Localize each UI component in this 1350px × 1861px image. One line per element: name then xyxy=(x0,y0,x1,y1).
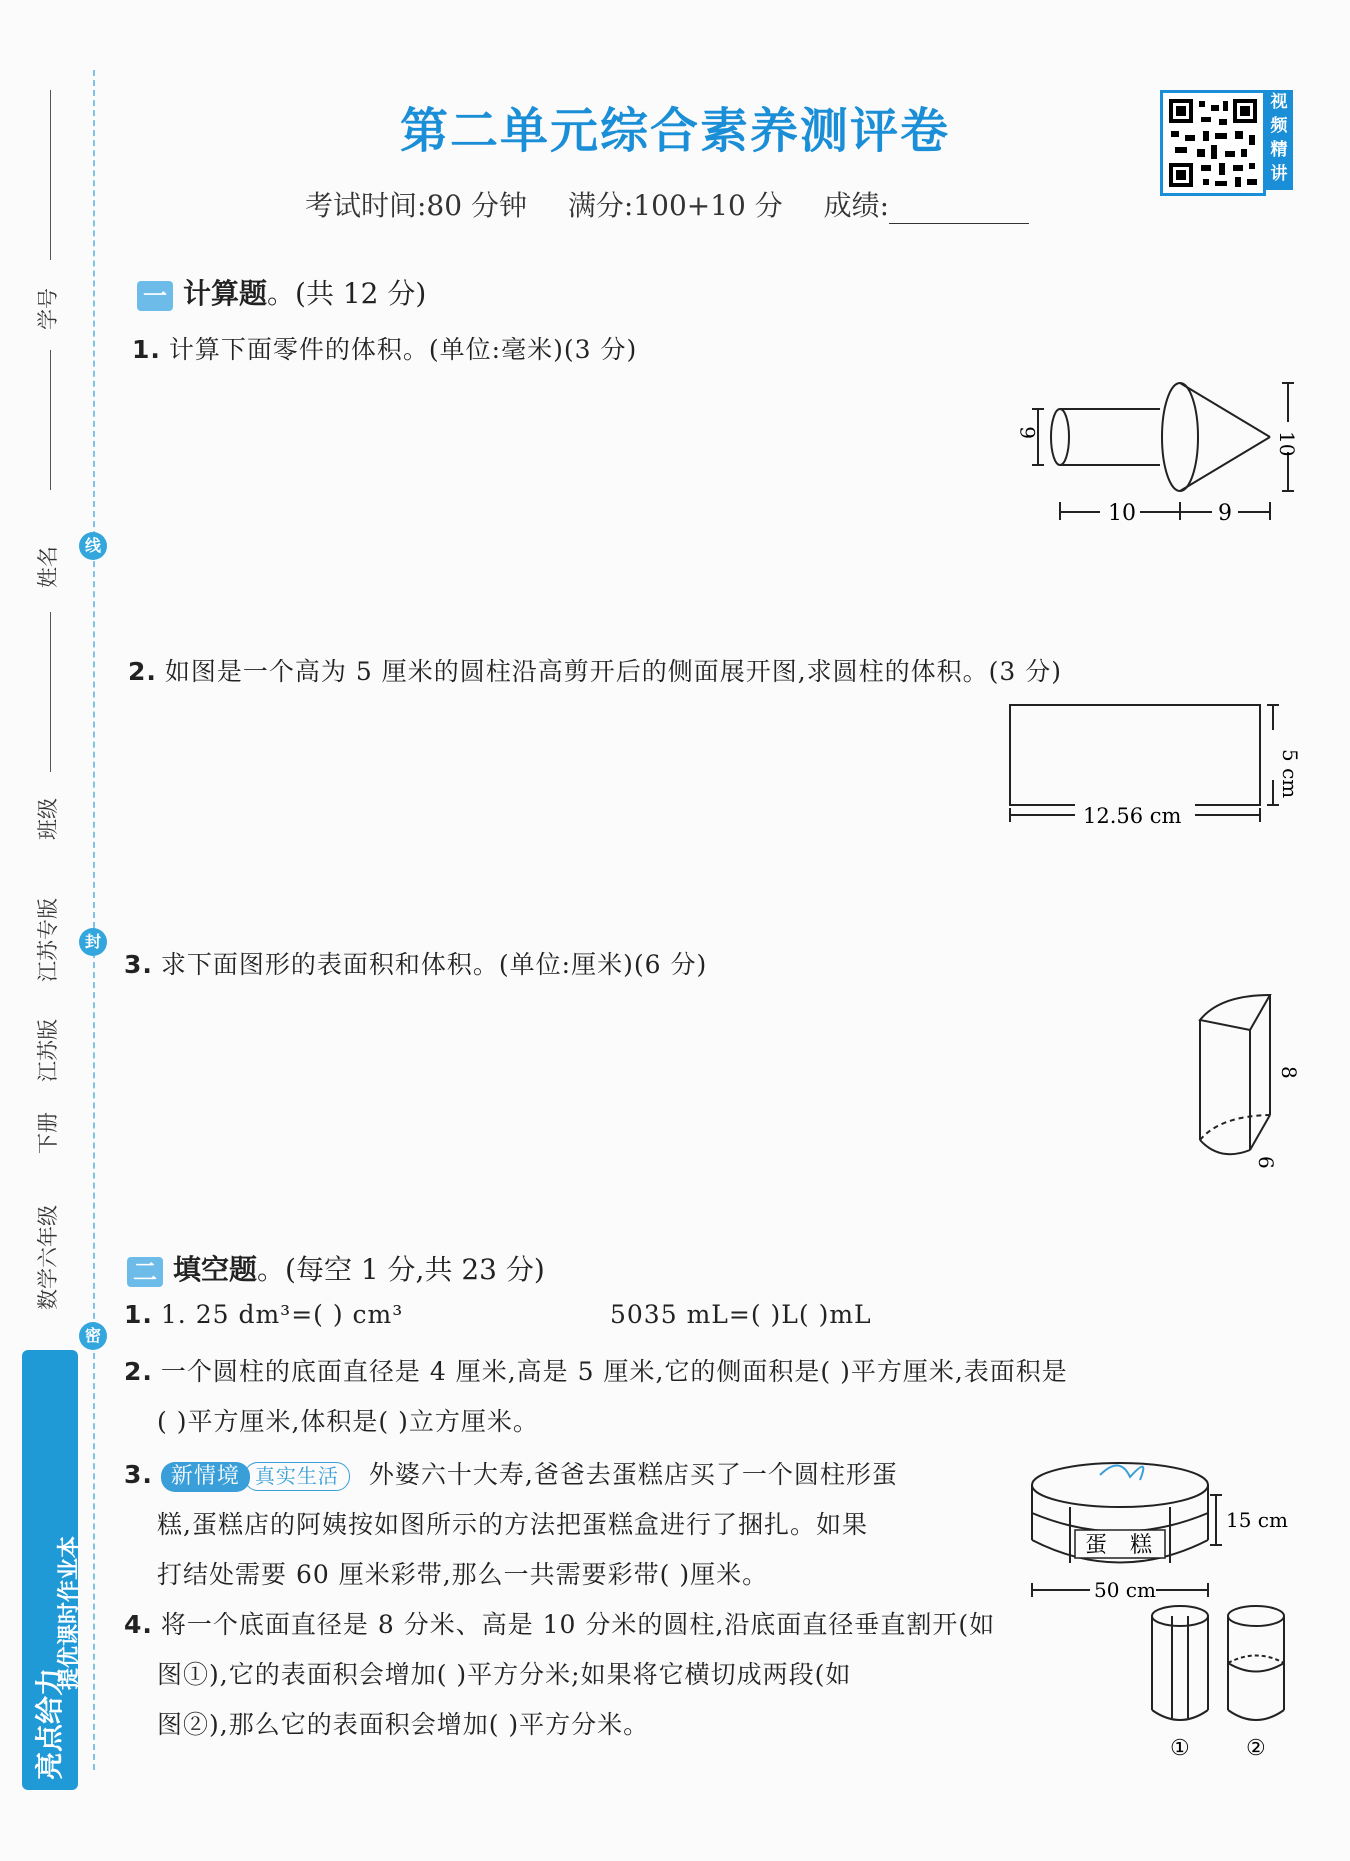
section-1-badge: 一 xyxy=(137,281,173,311)
brand-banner xyxy=(22,1350,82,1790)
fill-question-3 xyxy=(124,1455,898,1492)
fill-question-2 xyxy=(124,1352,1068,1388)
calc-question-3 xyxy=(124,945,707,981)
exam-meta xyxy=(305,184,1061,224)
calc-question-1 xyxy=(132,330,637,366)
full-score: 满分:100+10 分 xyxy=(567,189,783,222)
seal-secret-mark: 密 xyxy=(79,1322,107,1350)
section-1-note: 。(共 12 分) xyxy=(267,277,427,310)
name-line xyxy=(50,350,51,490)
q-part-a: 1. 25 dm³=( ) cm³ xyxy=(160,1300,404,1329)
score-label: 成绩: xyxy=(823,189,890,222)
calc-question-2 xyxy=(128,652,1062,688)
real-life-tag: 真实生活 xyxy=(244,1462,350,1491)
cylinder-cone-figure xyxy=(1016,370,1310,530)
q-text: 求下面图形的表面积和体积。(单位:厘米)(6 分) xyxy=(160,950,708,979)
q-number: 2. xyxy=(128,657,157,686)
fill-question-4 xyxy=(124,1605,995,1641)
fig1-cone-diameter-label: 10 xyxy=(1275,431,1299,457)
q-text-line1: 外婆六十大寿,爸爸去蛋糕店买了一个圆柱形蛋 xyxy=(368,1460,898,1489)
cake-label-char-1: 蛋 xyxy=(1085,1533,1108,1558)
name-label: 姓名 xyxy=(36,546,60,588)
cut-line xyxy=(93,70,95,1770)
class-line xyxy=(50,612,51,772)
edition-label-2: 江苏版 xyxy=(36,1019,60,1082)
cut-cylinders-figure xyxy=(1148,1600,1298,1760)
fill-question-3-line2: 糕,蛋糕店的阿姨按如图所示的方法把蛋糕盒进行了捆扎。如果 xyxy=(157,1510,868,1539)
cake-diameter-label: 50 cm xyxy=(1094,1578,1156,1602)
fill-question-4-line2: 图①),它的表面积会增加( )平方分米;如果将它横切成两段(如 xyxy=(157,1660,852,1689)
binding-margin xyxy=(0,0,110,1861)
fill-question-1 xyxy=(124,1300,403,1329)
grade-label: 数学六年级 xyxy=(36,1205,60,1310)
cake-box-figure xyxy=(1030,1455,1320,1602)
fig2-height-label: 5 cm xyxy=(1278,749,1302,799)
q-number: 1. xyxy=(124,1300,153,1329)
fig3-radius-label: 6 xyxy=(1254,1156,1278,1169)
cake-height-label: 15 cm xyxy=(1226,1508,1288,1532)
fill-question-1-part-b: 5035 mL=( )L( )mL xyxy=(610,1300,872,1329)
figure-1-label: ① xyxy=(1170,1736,1190,1761)
volume-label: 下册 xyxy=(36,1112,60,1154)
fig3-height-label: 8 xyxy=(1277,1066,1301,1079)
q-number: 4. xyxy=(124,1610,153,1639)
q-number: 3. xyxy=(124,950,153,979)
q-text-line1: 一个圆柱的底面直径是 4 厘米,高是 5 厘米,它的侧面积是( )平方厘米,表面积是 xyxy=(160,1357,1068,1386)
brand-main: 亮点给力 xyxy=(33,1667,66,1780)
q-text: 如图是一个高为 5 厘米的圆柱沿高剪开后的侧面展开图,求圆柱的体积。(3 分) xyxy=(164,657,1063,686)
unfolded-side-figure xyxy=(1005,700,1305,830)
fill-question-2-line2: ( )平方厘米,体积是( )立方厘米。 xyxy=(157,1407,539,1436)
qr-code-icon[interactable] xyxy=(1160,90,1266,196)
new-context-tag: 新情境 xyxy=(161,1462,250,1492)
fig1-cone-length-label: 9 xyxy=(1218,501,1232,526)
q-text: 计算下面零件的体积。(单位:毫米)(3 分) xyxy=(168,335,638,364)
seal-line-mark: 线 xyxy=(79,532,107,560)
fig1-diameter-label: 6 xyxy=(1016,426,1040,439)
exam-time: 考试时间:80 分钟 xyxy=(305,189,527,222)
fill-question-3-line3: 打结处需要 60 厘米彩带,那么一共需要彩带( )厘米。 xyxy=(157,1560,769,1589)
section-2-title: 填空题 xyxy=(173,1253,258,1286)
class-label: 班级 xyxy=(36,798,60,840)
edition-label-1: 江苏专版 xyxy=(36,898,60,982)
cake-label-char-2: 糕 xyxy=(1130,1533,1153,1558)
figure-2-label: ② xyxy=(1246,1736,1266,1761)
page-title: 第二单元综合素养测评卷 xyxy=(399,103,950,159)
q-number: 3. xyxy=(124,1460,153,1489)
section-1-heading xyxy=(137,272,426,312)
brand-sub: 提优课时作业本 xyxy=(57,1535,82,1690)
fig1-cylinder-length-label: 10 xyxy=(1108,501,1136,526)
fill-question-4-line3: 图②),那么它的表面积会增加( )平方分米。 xyxy=(157,1710,650,1739)
student-id-label: 学号 xyxy=(36,288,60,330)
q-number: 1. xyxy=(132,335,161,364)
fig2-width-label: 12.56 cm xyxy=(1083,804,1182,828)
score-blank[interactable] xyxy=(889,223,1029,224)
half-cylinder-figure xyxy=(1180,990,1300,1180)
section-2-note: 。(每空 1 分,共 23 分) xyxy=(257,1253,545,1286)
seal-seal-mark: 封 xyxy=(79,928,107,956)
q-number: 2. xyxy=(124,1357,153,1386)
section-2-badge: 二 xyxy=(127,1257,163,1287)
video-tag: 视频精讲 xyxy=(1265,90,1293,190)
section-2-heading xyxy=(127,1248,545,1288)
section-1-title: 计算题 xyxy=(183,277,268,310)
q-text-line1: 将一个底面直径是 8 分米、高是 10 分米的圆柱,沿底面直径垂直割开(如 xyxy=(160,1610,996,1639)
